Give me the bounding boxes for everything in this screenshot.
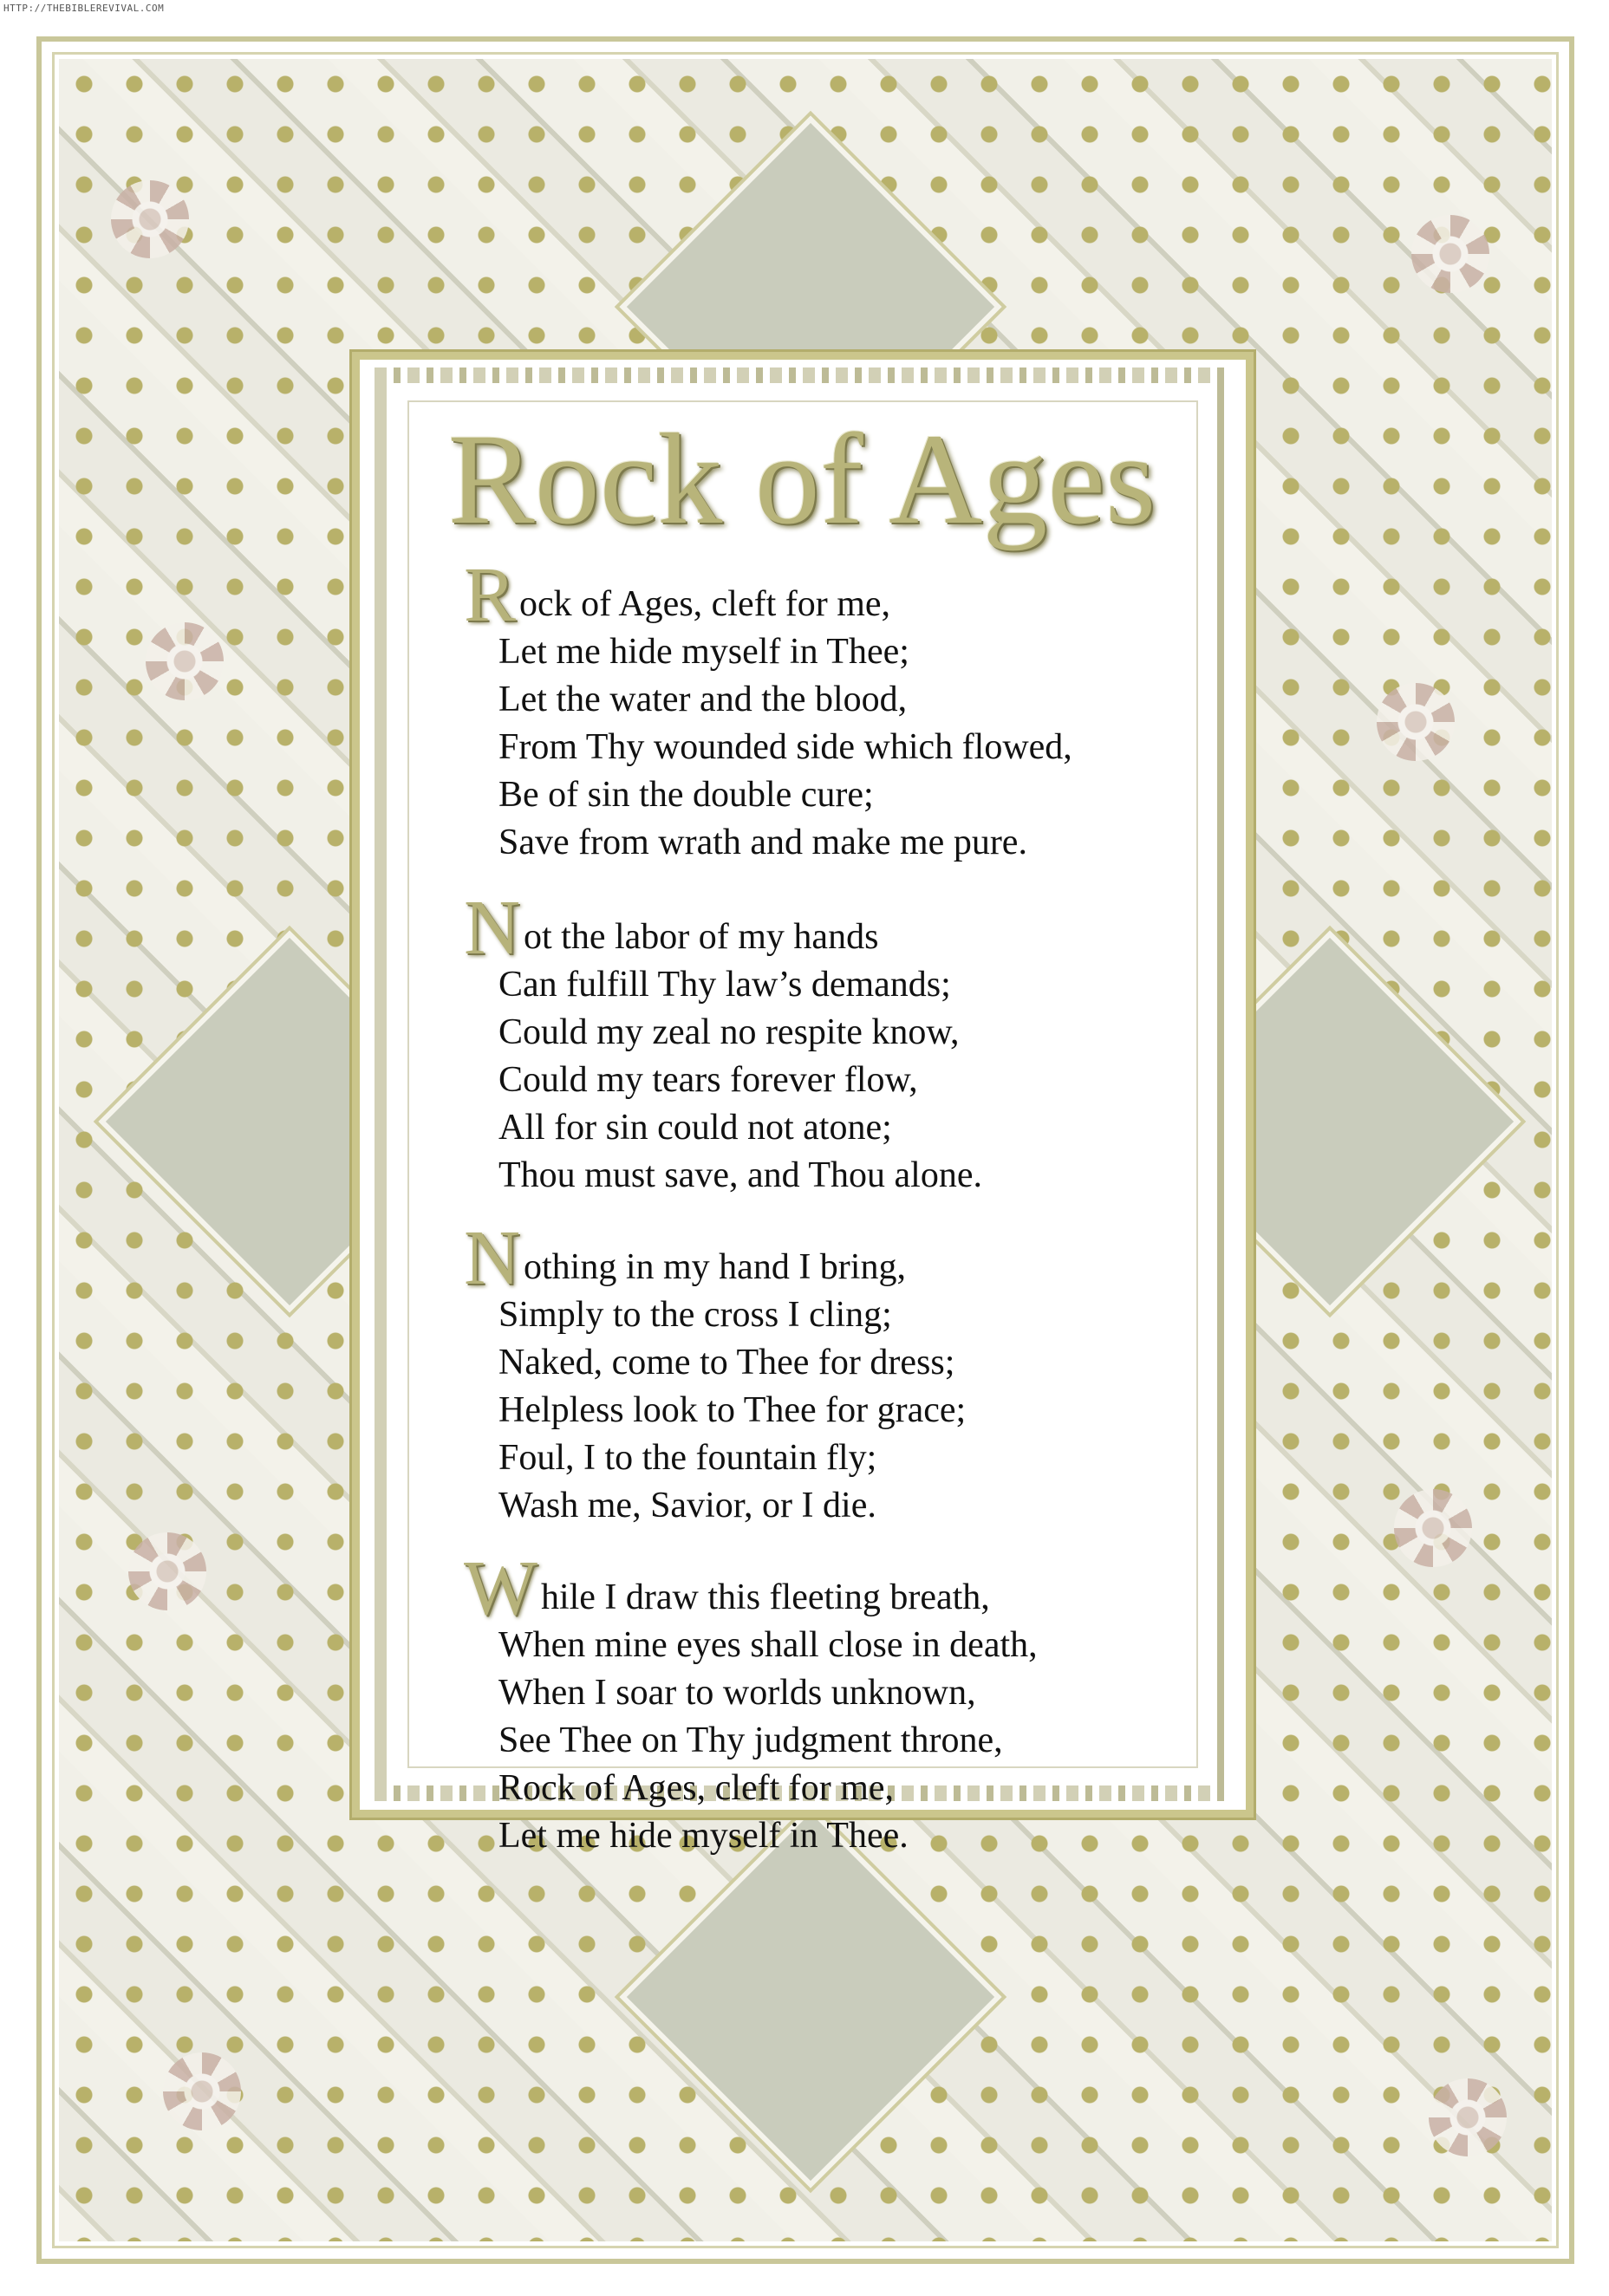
stanza-line: Rock of Ages, cleft for me, [464, 552, 891, 638]
stanza-line: Could my zeal no respite know, [498, 1012, 960, 1052]
stanza-line: Not the labor of my hands [464, 885, 879, 971]
stanza-line: See Thee on Thy judgment throne, [498, 1720, 1003, 1760]
stanza [464, 1215, 1227, 1530]
drop-cap: W [464, 1545, 537, 1631]
stanza-line: Could my tears forever flow, [498, 1060, 918, 1100]
rosette-icon [1394, 1489, 1472, 1567]
stanza-line: Foul, I to the fountain fly; [498, 1438, 877, 1478]
stanza-line: When mine eyes shall close in death, [498, 1625, 1038, 1665]
rosette-icon [1429, 2078, 1507, 2156]
rosette-icon [111, 180, 189, 258]
stanza-line: While I draw this fleeting breath, [464, 1545, 990, 1631]
rosette-icon [163, 2052, 241, 2130]
stanza-line: Let me hide myself in Thee. [498, 1816, 909, 1856]
drop-cap: N [464, 1215, 520, 1301]
stanza-line: All for sin could not atone; [498, 1108, 892, 1148]
stanza-line: Thou must save, and Thou alone. [498, 1155, 982, 1195]
hymn-title: Rock of Ages [447, 407, 1156, 551]
rosette-icon [128, 1532, 206, 1610]
stanza-line: Save from wrath and make me pure. [498, 823, 1027, 862]
stanza-line: Simply to the cross I cling; [498, 1295, 892, 1335]
rosette-icon [146, 622, 224, 700]
stanza-line: Nothing in my hand I bring, [464, 1215, 906, 1301]
stanza-line: Can fulfill Thy law’s demands; [498, 965, 951, 1005]
stanza-line: From Thy wounded side which flowed, [498, 727, 1072, 767]
drop-cap: N [464, 885, 520, 971]
stanza-line: Let me hide myself in Thee; [498, 632, 909, 672]
stanza-line: Wash me, Savior, or I die. [498, 1486, 876, 1525]
stanza [464, 552, 1227, 867]
stanza-line: Helpless look to Thee for grace; [498, 1390, 967, 1430]
stanza-line: Be of sin the double cure; [498, 775, 874, 815]
rosette-icon [1411, 215, 1489, 293]
ornament-diamond-bottom [619, 1805, 1001, 2188]
stanza-line: Naked, come to Thee for dress; [498, 1343, 955, 1382]
source-url: HTTP://THEBIBLEREVIVAL.COM [3, 3, 165, 14]
stanza [464, 1545, 1227, 1860]
drop-cap: R [464, 552, 517, 638]
stanza-line: Let the water and the blood, [498, 680, 908, 719]
stanza [464, 885, 1227, 1200]
stanza-line: Rock of Ages, cleft for me, [498, 1768, 895, 1808]
stanza-line: When I soar to worlds unknown, [498, 1673, 976, 1713]
rosette-icon [1377, 683, 1455, 761]
